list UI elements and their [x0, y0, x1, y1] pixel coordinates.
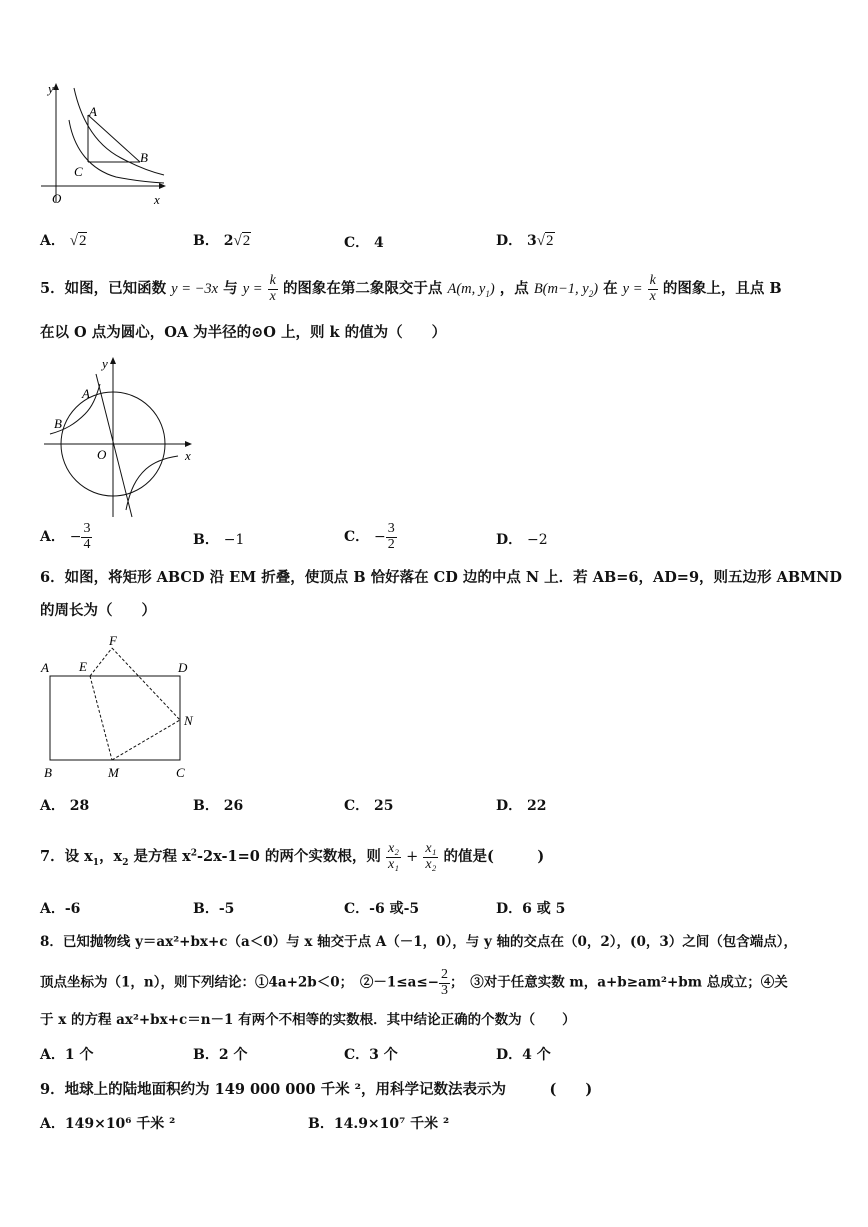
fraction-k-over-x: $\frac{k}{x}$	[269, 273, 276, 304]
label-o: O	[52, 191, 62, 206]
q6-figure	[36, 632, 206, 784]
q8-line-1: 8．已知抛物线 y＝ax²+bx+c（a＜0）与 x 轴交于点 A（－1，0），与 y 轴的交点在（0，2），(0，3）之间（包含端点），	[40, 934, 797, 950]
q9-option-a[interactable]: A．149×10⁶ 千米 ²	[40, 1116, 176, 1132]
q9-option-b[interactable]: B．14.9×10⁷ 千米 ²	[308, 1116, 450, 1132]
q6-option-b[interactable]: B． 26	[193, 798, 244, 814]
q7-option-c[interactable]: C．-6 或-5	[344, 901, 420, 917]
label-b: B	[44, 765, 52, 780]
label-d: D	[178, 660, 188, 675]
q8-line-2: 顶点坐标为（1，n），则下列结论：①4a+2b＜0； ②－1≤a≤− $\frac{2}{3}$ ； ③对于任意实数 m，a+b≥am²+bm 总成立；④关	[40, 967, 788, 998]
fraction-k-over-x-2: $\frac{k}{x}$	[649, 273, 656, 304]
q5-option-d[interactable]: D． −2	[496, 532, 548, 548]
q7-option-d[interactable]: D．6 或 5	[496, 901, 566, 917]
fraction-2-over-3: $\frac{2}{3}$	[440, 967, 448, 998]
y-axis-arrow	[110, 357, 116, 364]
sqrt: √2	[233, 233, 251, 249]
q6-option-c[interactable]: C． 25	[344, 798, 394, 814]
sqrt: √2	[69, 233, 87, 249]
fraction-3-over-2: $\frac{3}{2}$	[387, 521, 395, 552]
fold-line-em	[90, 676, 112, 760]
label-n: N	[184, 713, 193, 728]
fraction-x2-over-x1: $\frac{\text{x₂}}{\text{x₁}}$	[387, 841, 400, 872]
label-o: O	[97, 447, 107, 462]
q8-option-b[interactable]: B．2 个	[193, 1047, 248, 1063]
x-axis-arrow	[159, 183, 166, 189]
segment-ef	[90, 648, 112, 676]
q4-option-d[interactable]: D． 3√2	[496, 233, 554, 249]
q4-option-a[interactable]: A． √2	[40, 233, 87, 249]
label-a: A	[41, 660, 49, 675]
label-c: C	[176, 765, 185, 780]
inner-curve	[69, 120, 164, 183]
fraction-3-over-4: $\frac{3}{4}$	[83, 521, 91, 552]
fraction-x1-over-x2: $\frac{\text{x₁}}{\text{x₂}}$	[425, 841, 437, 872]
hyperbola-branch-lower	[126, 456, 178, 510]
sqrt: √2	[536, 233, 554, 249]
q5-line-2: 在以 O 点为圆心，OA 为半径的⊙O 上，则 k 的值为（ ）	[40, 324, 447, 341]
y-axis-arrow	[53, 83, 59, 90]
q5-figure	[40, 352, 200, 522]
x-axis-arrow	[185, 441, 192, 447]
rectangle-abcd	[50, 676, 180, 760]
label-a: A	[82, 386, 90, 401]
label-y: y	[48, 81, 54, 96]
label-f: F	[109, 633, 117, 648]
q4-option-b[interactable]: B． 2√2	[193, 233, 251, 249]
label-c: C	[74, 164, 83, 179]
q8-option-a[interactable]: A．1 个	[40, 1047, 94, 1063]
label-y: y	[102, 356, 108, 371]
q7-option-a[interactable]: A．-6	[40, 901, 81, 917]
segment-ab	[88, 115, 140, 162]
q5-option-c[interactable]: C． − $\frac{3}{2}$	[344, 521, 395, 552]
q5-option-a[interactable]: A． − $\frac{3}{4}$	[40, 521, 91, 552]
q8-option-c[interactable]: C．3 个	[344, 1047, 398, 1063]
q8-option-d[interactable]: D．4 个	[496, 1047, 551, 1063]
q6-line-1: 6．如图，将矩形 ABCD 沿 EM 折叠，使顶点 B 恰好落在 CD 边的中点 N 上．若 AB=6，AD=9，则五边形 ABMND	[40, 569, 842, 586]
label-m: M	[108, 765, 119, 780]
q6-option-d[interactable]: D． 22	[496, 798, 547, 814]
q9-line-1: 9．地球上的陆地面积约为 149 000 000 千米 ²，用科学记数法表示为 ( )	[40, 1081, 593, 1098]
q7-option-b[interactable]: B．-5	[193, 901, 235, 917]
label-x: x	[185, 448, 191, 463]
label-b: B	[54, 416, 62, 431]
label-x: x	[154, 192, 160, 207]
q5-line-1: 5．如图，已知函数 y = −3x 与 y = $\frac{k}{x}$ 的图象在第二象限交于点 A(m, $y_1$) ，点 B(m−1, $y_2$) 在 y = $\frac{k}{x}$ 的图象上，且点 B	[40, 273, 782, 304]
segment-mn	[112, 720, 180, 760]
label-a: A	[89, 104, 97, 119]
label-e: E	[79, 659, 87, 674]
q8-line-3: 于 x 的方程 ax²+bx+c＝n－1 有两个不相等的实数根．其中结论正确的个数为（ ）	[40, 1012, 576, 1028]
label-b: B	[140, 150, 148, 165]
point-a: A(m, $y_1$)	[447, 281, 495, 300]
q4-option-c[interactable]: C． 4	[344, 235, 384, 251]
segment-fn	[112, 648, 180, 720]
q5-option-b[interactable]: B． −1	[193, 532, 245, 548]
q6-line-2: 的周长为（ ）	[40, 602, 156, 619]
q4-figure	[36, 80, 176, 210]
q6-option-a[interactable]: A． 28	[40, 798, 90, 814]
point-b: B(m−1, $y_2$)	[533, 281, 599, 300]
q7-line-1: 7．设 $x_1$，$x_2$ 是方程 $x^2-2x-1=0$ 的两个实数根，则 $\frac{\text{x₂}}{\text{x₁}}$ + $\frac{\text{x₁}}{\text{x₂}}$ 的值是( )	[40, 841, 545, 872]
